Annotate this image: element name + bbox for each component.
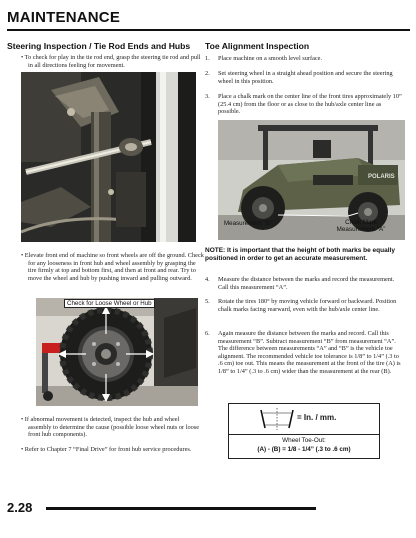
header-rule xyxy=(7,29,410,31)
step-number: 4. xyxy=(205,276,210,283)
toe-step-4 xyxy=(205,276,405,291)
vehicle-toe-photo xyxy=(218,120,405,240)
toe-out-formula-box xyxy=(228,403,380,459)
bullet-text: Elevate front end of machine so front wheels are off the ground. Check for any looseness in front hub and wheel assembly by grasping the tire firmly at top and bottom first, and then at front and rear. Try to move the wheel and hub by pushing inward and pulling outward. xyxy=(24,252,204,282)
bullet-elevate-front-end: • Elevate front end of machine so front wheels are off the ground. Check for any looseness in front hub and wheel assembly by grasping the tire firmly at top and bottom first, and then at front and rear. Try to move the wheel and hub by pushing inward and pulling outward. xyxy=(21,252,204,282)
steering-inspection-heading: Steering Inspection / Tie Rod Ends and Hubs xyxy=(7,41,191,51)
step-number: 5. xyxy=(205,298,210,305)
page-section-title: MAINTENANCE xyxy=(7,9,121,26)
toe-diagram-icon xyxy=(257,408,297,430)
chalk-mark-label xyxy=(318,219,404,233)
wheel-hub-photo-image xyxy=(36,298,198,406)
formula-units: = In. / mm. xyxy=(297,413,337,422)
step-text: Rotate the tires 180° by moving vehicle forward or backward. Position chalk marks facing rearward, even with the hub/axle center line. xyxy=(218,298,397,313)
bullet-refer-chapter: • Refer to Chapter 7 “Final Drive” for front hub service procedures. xyxy=(21,446,192,453)
wheel-toe-out-title: Wheel Toe-Out: xyxy=(282,437,326,444)
bullet-abnormal-movement: • If abnormal movement is detected, inspect the hub and wheel assembly to determine the cause (possible loose wheel nuts or loose front hub components). xyxy=(21,416,200,439)
bullet-text: Refer to Chapter 7 “Final Drive” for front hub service procedures. xyxy=(24,446,192,453)
vehicle-brand-text: POLARIS xyxy=(368,174,395,180)
wheel-hub-photo xyxy=(36,298,198,406)
height-note: NOTE: It is important that the height of both marks be equally positioned in order to get an accurate measurement. xyxy=(205,247,395,262)
bullet-tie-rod-check: • To check for play in the tie rod end, grasp the steering tie rod and pull in all directions feeling for movement. xyxy=(21,54,201,69)
chalk-mark-line2: Measurement “A” xyxy=(336,226,386,234)
wheel-toe-out-value: (A) - (B) = 1/8 - 1/4” (.3 to .6 cm) xyxy=(257,446,351,453)
toe-alignment-heading: Toe Alignment Inspection xyxy=(205,41,310,51)
step-text: Place a chalk mark on the center line of the front tires approximately 10” (25.4 cm) from the floor or as close to the hub/axle center line as possible. xyxy=(218,93,402,116)
tie-rod-photo-image xyxy=(21,72,196,242)
step-number: 3. xyxy=(205,93,210,100)
footer-rule xyxy=(46,507,316,510)
chalk-mark-line1: Chalk Mark xyxy=(345,219,377,226)
step-text: Set steering wheel in a straight ahead position and secure the steering wheel in this position. xyxy=(218,70,393,85)
step-number: 1. xyxy=(205,55,210,62)
toe-step-5 xyxy=(205,298,405,313)
step-text: Again measure the distance between the marks and record. Call this measurement “B”. Subtract measurement “B” from measurement “A”. The difference between measurements “A” and “B” is the vehicle toe alignment. The recommended vehicle toe tolerance is 1/8” to 1/4” (.3 to .6 cm) toe out. This means the measurement at the front of the tire (A) is 1/8” to 1/4” (.3 to .6 cm) wider than the measurement at the rear (B). xyxy=(218,330,401,375)
bullet-text: If abnormal movement is detected, inspect the hub and wheel assembly to determine the cause (possible loose wheel nuts or loose front hub components). xyxy=(24,416,200,439)
measurement-b-label: Measurement “B” xyxy=(224,220,272,227)
step-text: Place machine on a smooth level surface. xyxy=(218,55,323,62)
formula-divider xyxy=(229,434,379,435)
tie-rod-photo xyxy=(21,72,196,242)
check-loose-wheel-label: Check for Loose Wheel or Hub xyxy=(64,299,155,308)
step-number: 6. xyxy=(205,330,210,337)
toe-step-1 xyxy=(205,55,405,63)
toe-step-3 xyxy=(205,93,405,116)
step-text: Measure the distance between the marks and record the measurement. Call this measurement “A”. xyxy=(218,276,395,291)
page-number: 2.28 xyxy=(7,500,33,515)
toe-step-6 xyxy=(205,330,405,376)
step-number: 2. xyxy=(205,70,210,77)
bullet-text: To check for play in the tie rod end, grasp the steering tie rod and pull in all directions feeling for movement. xyxy=(24,54,201,69)
toe-step-2 xyxy=(205,70,405,85)
